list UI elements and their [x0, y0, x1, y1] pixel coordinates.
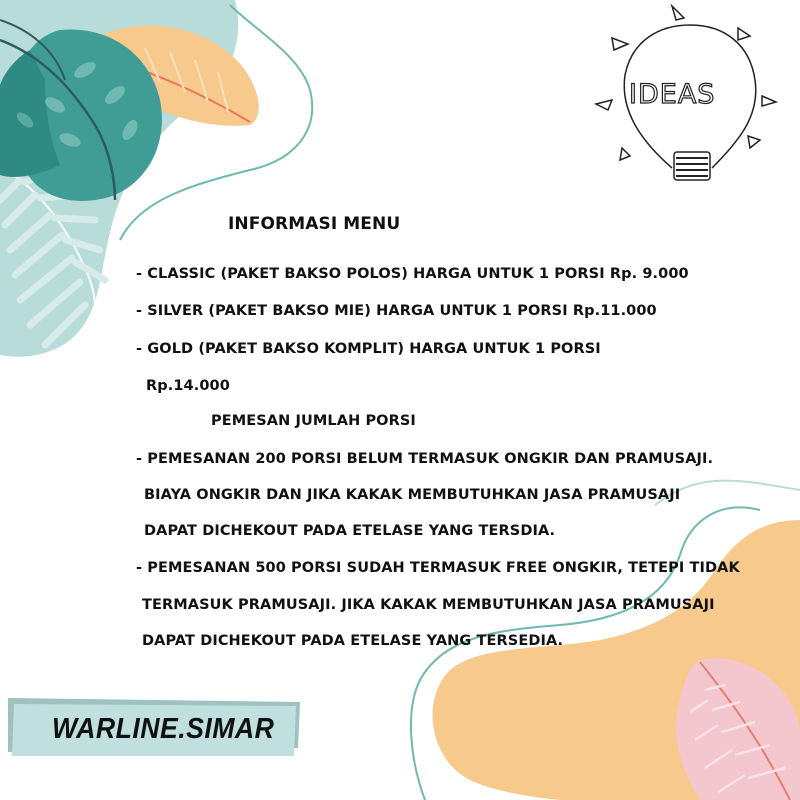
brand-name: WARLINE.SIMAR: [52, 713, 275, 745]
order-heading: PEMESAN JUMLAH PORSI: [211, 413, 416, 429]
order-line: TERMASUK PRAMUSAJI. JIKA KAKAK MEMBUTUHKAN JASA PRAMUSAJI: [142, 597, 715, 613]
order-line: - PEMESANAN 500 PORSI SUDAH TERMASUK FREE ONGKIR, TETEPI TIDAK: [136, 560, 740, 576]
menu-item-gold: - GOLD (PAKET BAKSO KOMPLIT) HARGA UNTUK 1 PORSI: [136, 341, 601, 357]
menu-item-silver: - SILVER (PAKET BAKSO MIE) HARGA UNTUK 1 PORSI Rp.11.000: [136, 303, 657, 319]
menu-item-classic: - CLASSIC (PAKET BAKSO POLOS) HARGA UNTUK 1 PORSI Rp. 9.000: [136, 266, 689, 282]
menu-title: INFORMASI MENU: [228, 214, 401, 234]
order-line: DAPAT DICHEKOUT PADA ETELASE YANG TERSDIA.: [144, 523, 556, 539]
menu-item-gold-price: Rp.14.000: [146, 378, 230, 394]
ideas-word: IDEAS: [629, 79, 716, 110]
order-line: - PEMESANAN 200 PORSI BELUM TERMASUK ONGKIR DAN PRAMUSAJI.: [136, 451, 714, 467]
order-line: DAPAT DICHEKOUT PADA ETELASE YANG TERSEDIA.: [142, 633, 564, 649]
order-line: BIAYA ONGKIR DAN JIKA KAKAK MEMBUTUHKAN JASA PRAMUSAJI: [144, 487, 681, 503]
